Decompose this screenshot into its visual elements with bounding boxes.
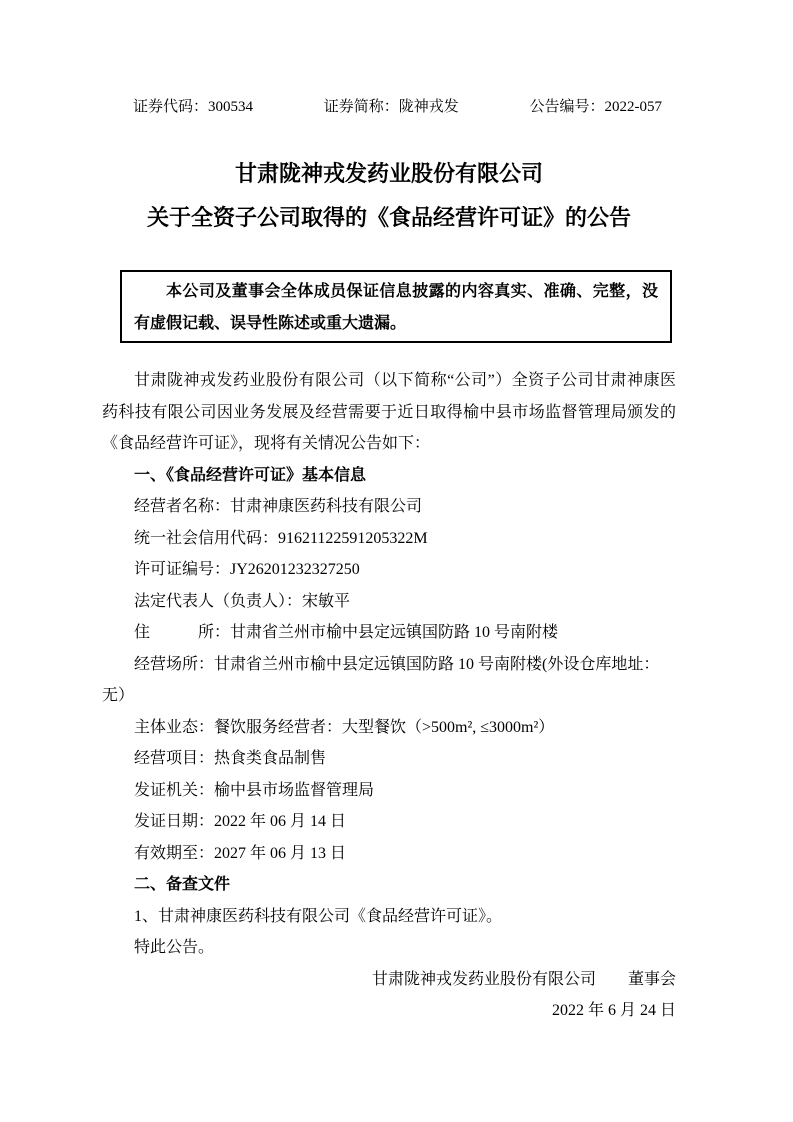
issuing-authority: 发证机关：榆中县市场监督管理局 [134,781,375,799]
stock-code: 证券代码：300534 [133,99,254,115]
license-number: 许可证编号：JY26201232327250 [134,561,360,578]
announcement-title: 关于全资子公司取得的《食品经营许可证》的公告 [146,205,631,230]
business-scope: 经营项目：热食类食品制售 [134,750,327,767]
document-header [133,96,662,118]
stock-abbreviation: 证券简称：陇神戎发 [323,99,459,115]
issue-date: 发证日期：2022 年 06 月 14 日 [134,813,347,830]
signature-date: 2022 年 6 月 24 日 [551,1002,676,1019]
credit-code: 统一社会信用代码：91621122591205322M [134,529,428,547]
disclaimer-text: 本公司及董事会全体成员保证信息披露的内容真实、准确、完整，没有虚假记载、误导性陈述或重大遗漏。 [134,283,658,332]
signature-company: 甘肃陇神戎发药业股份有限公司 董事会 [371,970,676,988]
operator-name: 经营者名称：甘肃神康医药科技有限公司 [134,498,423,515]
business-premises-line1: 经营场所：甘肃省兰州市榆中县定远镇国防路 10 号南附楼(外设仓库地址： [134,655,660,673]
business-type: 主体业态：餐饮服务经营者：大型餐饮（>500m², ≤3000m²） [134,718,555,736]
intro-paragraph: 甘肃陇神戎发药业股份有限公司（以下简称“公司”）全资子公司甘肃神康医药科技有限公司因业务发展及经营需要于近日取得榆中县市场监督管理局颁发的《食品经营许可证》，现将有关情况公告如下： [102,372,676,452]
section1-heading: 一、《食品经营许可证》基本信息 [134,466,367,484]
section2-heading: 二、备查文件 [134,876,231,893]
valid-until: 有效期至：2027 年 06 月 13 日 [134,844,347,862]
reference-document: 1、甘肃神康医药科技有限公司《食品经营许可证》。 [134,907,503,925]
announcement-number: 公告编号：2022-057 [529,99,662,115]
closing-statement: 特此公告。 [134,939,215,956]
disclaimer-box [120,270,672,343]
legal-representative: 法定代表人（负责人）：宋敏平 [134,592,351,610]
document-body [102,365,676,1027]
residence: 住 所：甘肃省兰州市榆中县定远镇国防路 10 号南附楼 [134,624,559,641]
company-title: 甘肃陇神戎发药业股份有限公司 [234,161,543,186]
business-premises-line2: 无） [102,687,135,704]
